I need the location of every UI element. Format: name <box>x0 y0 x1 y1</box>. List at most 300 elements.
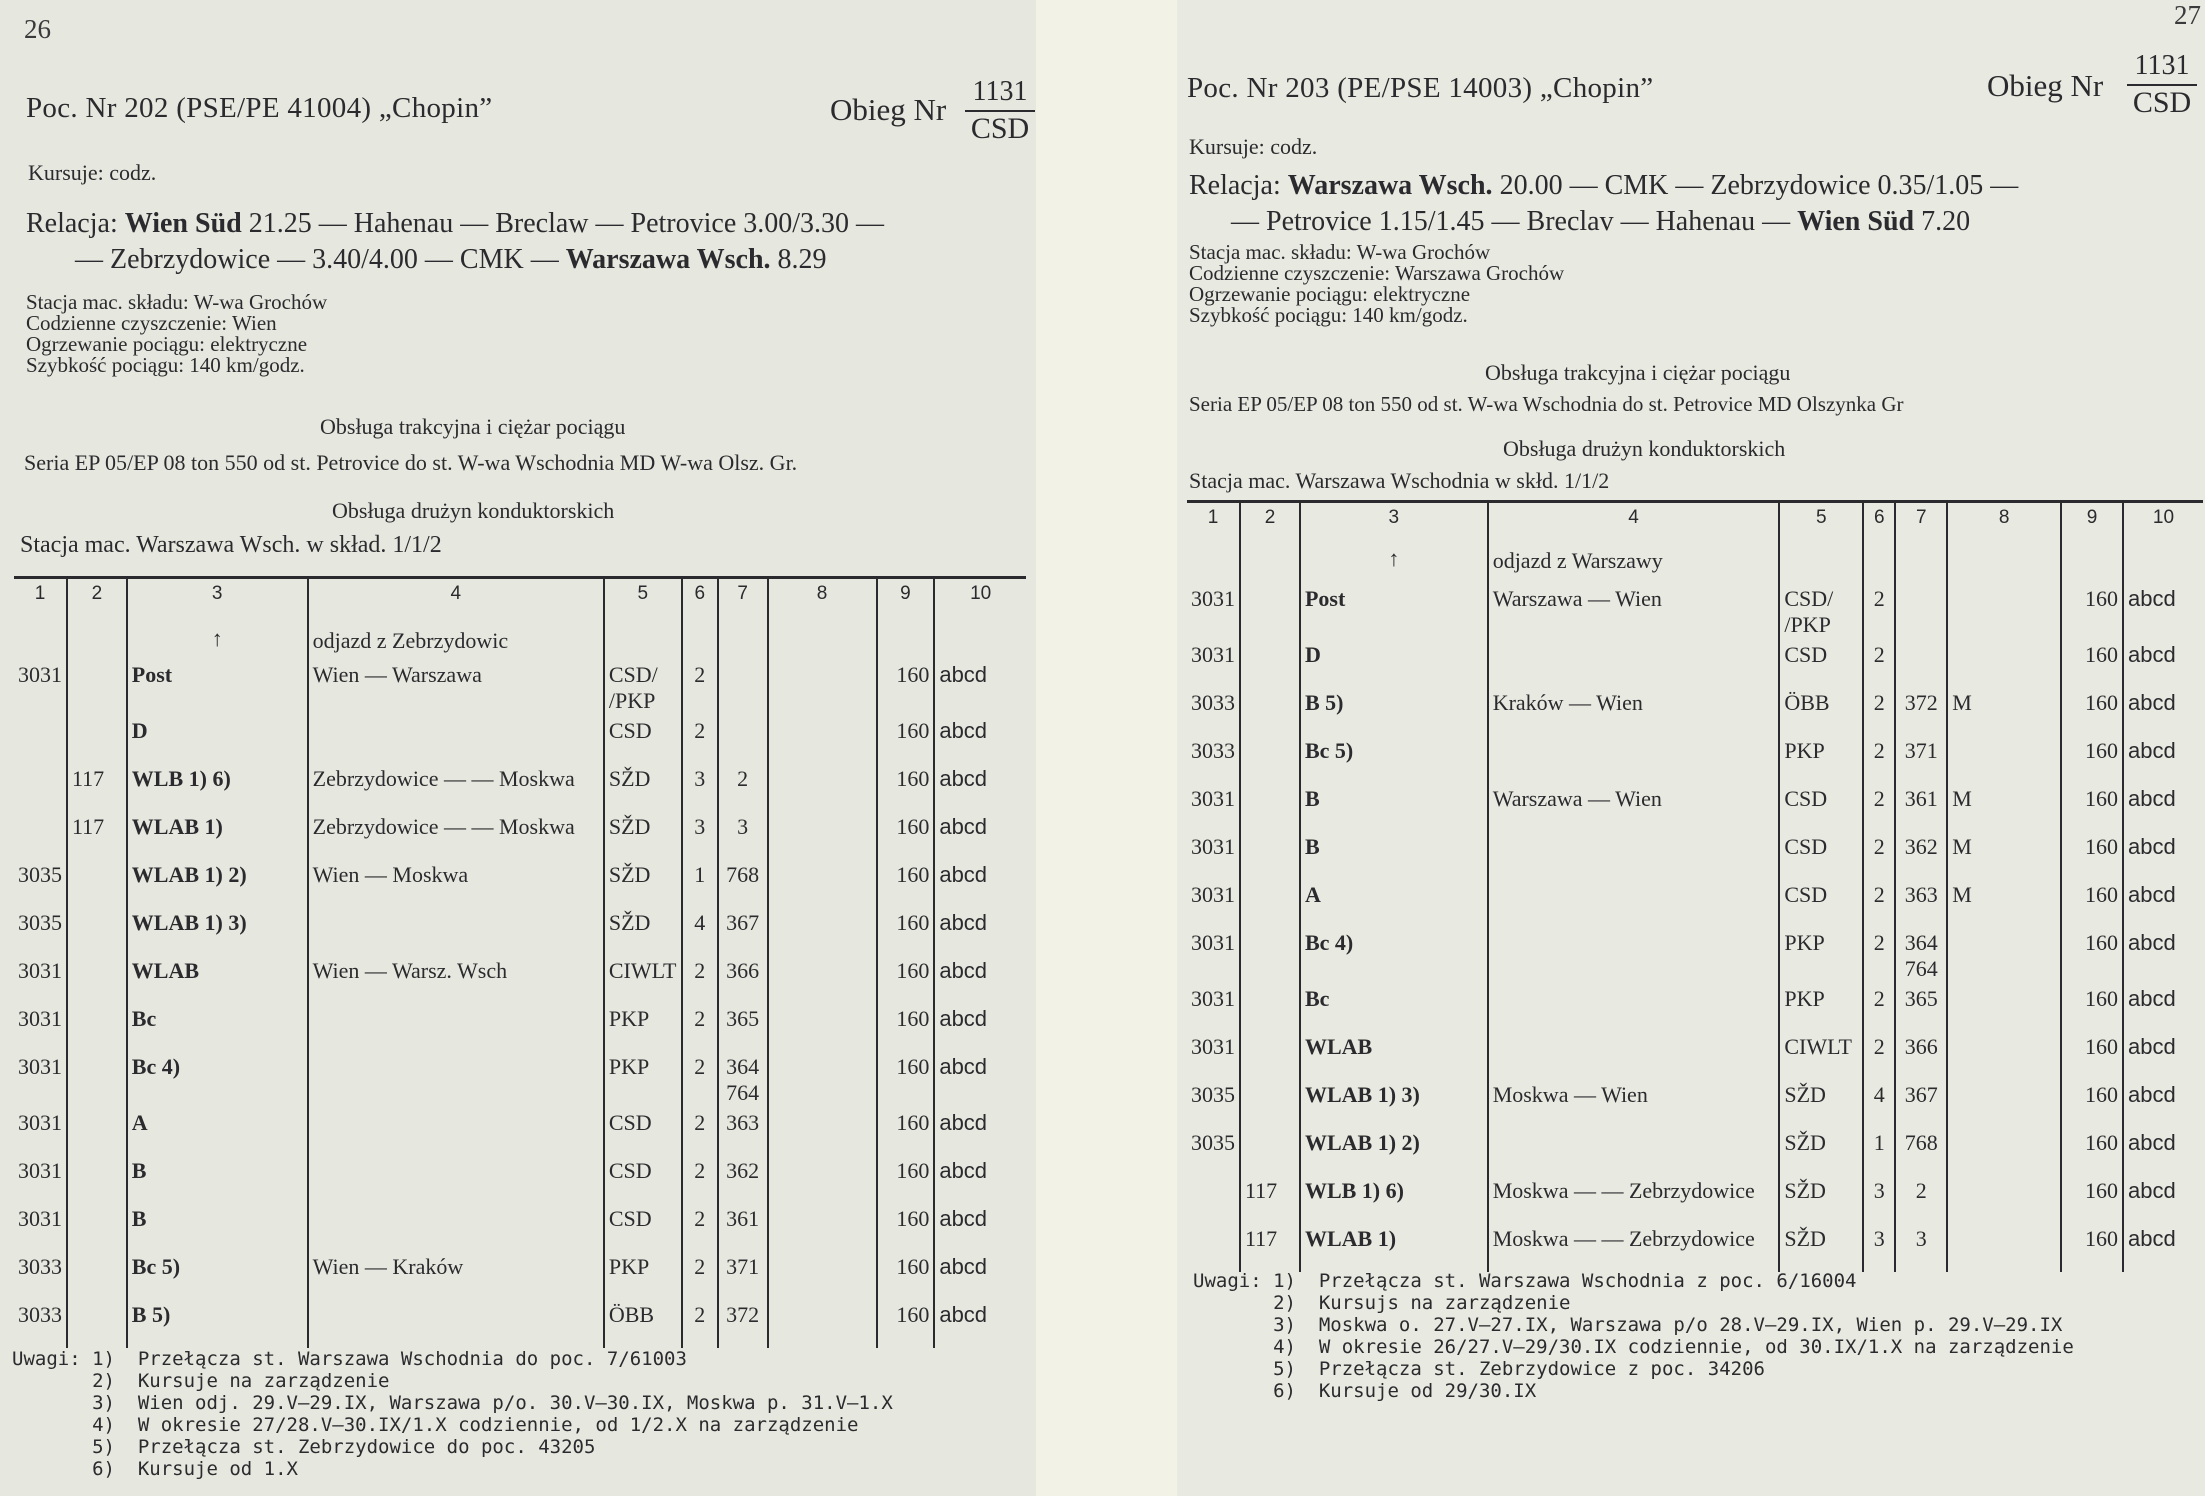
cell-col-5: PKP <box>604 1052 682 1108</box>
cell-col-1: 3035 <box>18 909 62 935</box>
cell-col-4 <box>1488 736 1780 784</box>
col-header: 8 <box>1947 502 2061 534</box>
cell-col-4 <box>1488 832 1780 880</box>
cell-col-7: 372 <box>1895 688 1947 736</box>
cell-col-10: abcd <box>2123 1080 2203 1128</box>
cell-col-10: abcd <box>934 860 1026 908</box>
cell-col-5: CSD/ /PKP <box>1779 584 1863 640</box>
cell-col-7: 371 <box>718 1252 768 1300</box>
table-row <box>1187 1176 2203 1224</box>
cell-col-1: 3031 <box>18 1005 62 1031</box>
col-header: 6 <box>682 578 718 610</box>
note-line: 3) Wien odj. 29.V—29.IX, Warszawa p/o. 30.V—30.IX, Moskwa p. 31.V—1.X <box>12 1392 893 1414</box>
cell-col-1: 3031 <box>1191 929 1235 955</box>
consist-table <box>1187 500 2203 1272</box>
cell-col-1: 3031 <box>18 1205 62 1231</box>
cell-col-2: 117 <box>1240 1176 1300 1224</box>
table-row <box>14 1004 1026 1052</box>
cell-col-8 <box>768 764 877 812</box>
note-line: Uwagi: 1) Przełącza st. Warszawa Wschodnia do poc. 7/61003 <box>12 1348 687 1370</box>
consist-table <box>14 576 1026 1348</box>
col-header: 8 <box>768 578 877 610</box>
cell-col-7: 2 <box>718 764 768 812</box>
note-line: 2) Kursuje na zarządzenie <box>12 1370 390 1392</box>
cell-col-6: 2 <box>1863 984 1895 1032</box>
cell-col-10: abcd <box>934 1300 1026 1348</box>
cell-col-1: 3035 <box>1191 1081 1235 1107</box>
col-header: 4 <box>1488 502 1780 534</box>
cell-col-10: abcd <box>934 1252 1026 1300</box>
cell-col-7: 3 <box>1895 1224 1947 1272</box>
cell-col-2 <box>67 660 127 716</box>
cell-col-7: 364 764 <box>718 1052 768 1108</box>
table-row <box>14 860 1026 908</box>
col-header: 7 <box>1895 502 1947 534</box>
cell-col-7: 372 <box>718 1300 768 1348</box>
cell-col-10: abcd <box>934 764 1026 812</box>
cell-col-2 <box>67 716 127 764</box>
note-line: 6) Kursuje od 1.X <box>12 1458 298 1480</box>
cell-col-9: 160 <box>877 860 935 908</box>
table-header <box>1187 502 2203 534</box>
cell-col-5: SŽD <box>1779 1176 1863 1224</box>
col-header: 2 <box>1240 502 1300 534</box>
cell-col-5: CIWLT <box>1779 1032 1863 1080</box>
cell-col-10: abcd <box>934 1156 1026 1204</box>
cell-col-3: B 5) <box>127 1300 308 1348</box>
cell-col-2: 117 <box>67 764 127 812</box>
cell-col-4: Warszawa — Wien <box>1488 784 1780 832</box>
cell-col-4 <box>1488 928 1780 984</box>
cell-col-9: 160 <box>877 716 935 764</box>
table-row <box>1187 736 2203 784</box>
cell-col-1: 3031 <box>1191 785 1235 811</box>
cell-col-6: 2 <box>682 1052 718 1108</box>
start-row <box>14 610 1026 660</box>
cell-col-4 <box>308 1052 604 1108</box>
cell-col-3: WLAB 1) 3) <box>127 908 308 956</box>
right-page <box>1177 0 2205 1496</box>
cell-col-2 <box>1240 784 1300 832</box>
up-arrow-icon: ↑ <box>1300 534 1488 584</box>
cell-col-7: 3 <box>718 812 768 860</box>
cell-col-2: 117 <box>67 812 127 860</box>
cell-col-9: 160 <box>2061 784 2123 832</box>
info-line: Ogrzewanie pociągu: elektryczne <box>26 332 308 356</box>
cell-col-4: Wien — Warszawa <box>308 660 604 716</box>
seria-line: Seria EP 05/EP 08 ton 550 od st. W-wa Wschodnia do st. Petrovice MD Olszynka Gr <box>1189 392 1904 416</box>
cell-col-8 <box>1947 984 2061 1032</box>
cell-col-1: 3031 <box>18 957 62 983</box>
col-header: 10 <box>2123 502 2203 534</box>
cell-col-8 <box>768 1252 877 1300</box>
table-row <box>1187 1032 2203 1080</box>
cell-col-3: WLAB 1) <box>1300 1224 1488 1272</box>
cell-col-4 <box>308 1108 604 1156</box>
cell-col-6: 3 <box>682 764 718 812</box>
cell-col-7 <box>718 716 768 764</box>
info-block <box>26 292 327 376</box>
note-line: 2) Kursujs na zarządzenie <box>1193 1292 1571 1314</box>
note-line: 4) W okresie 26/27.V—29/30.IX codziennie, od 30.IX/1.X na zarządzenie <box>1193 1336 2074 1358</box>
cell-col-4 <box>308 1004 604 1052</box>
cell-col-4 <box>308 1300 604 1348</box>
cell-col-8 <box>1947 1032 2061 1080</box>
cell-col-10: abcd <box>2123 1032 2203 1080</box>
table-row <box>1187 1080 2203 1128</box>
cell-col-8: M <box>1947 880 2061 928</box>
relacja <box>1189 168 2199 240</box>
cell-col-4 <box>1488 1032 1780 1080</box>
cell-col-10: abcd <box>2123 1224 2203 1272</box>
relacja-label: Relacja: <box>26 208 118 239</box>
cell-col-8 <box>1947 640 2061 688</box>
cell-col-3: WLAB <box>127 956 308 1004</box>
cell-col-1: 3035 <box>1191 1129 1235 1155</box>
table-row <box>14 764 1026 812</box>
cell-col-5: PKP <box>1779 736 1863 784</box>
cell-col-9: 160 <box>877 1204 935 1252</box>
cell-col-6: 2 <box>1863 640 1895 688</box>
info-line: Ogrzewanie pociągu: elektryczne <box>1189 282 1471 306</box>
cell-col-8 <box>1947 1176 2061 1224</box>
cell-col-10: abcd <box>2123 984 2203 1032</box>
cell-col-10: abcd <box>934 1108 1026 1156</box>
cell-col-6: 2 <box>1863 688 1895 736</box>
cell-col-6: 3 <box>1863 1176 1895 1224</box>
note-line: 5) Przełącza st. Zebrzydowice do poc. 43205 <box>12 1436 596 1458</box>
info-line: Codzienne czyszczenie: Warszawa Grochów <box>1189 261 1565 285</box>
cell-col-2 <box>1240 736 1300 784</box>
cell-col-10: abcd <box>2123 880 2203 928</box>
cell-col-3: A <box>1300 880 1488 928</box>
cell-col-5: CSD <box>1779 832 1863 880</box>
cell-col-3: Post <box>1300 584 1488 640</box>
relacja-line2: — Petrovice 1.15/1.45 — Breclav — Hahenau — <box>1231 206 1798 237</box>
cell-col-3: Bc 4) <box>1300 928 1488 984</box>
cell-col-4 <box>1488 984 1780 1032</box>
cell-col-10: abcd <box>2123 928 2203 984</box>
cell-col-8 <box>768 1156 877 1204</box>
cell-col-9: 160 <box>877 1300 935 1348</box>
cell-col-2 <box>67 1156 127 1204</box>
cell-col-7: 364 764 <box>1895 928 1947 984</box>
cell-col-7: 361 <box>718 1204 768 1252</box>
cell-col-7: 365 <box>718 1004 768 1052</box>
cell-col-5: CSD <box>1779 640 1863 688</box>
cell-col-8 <box>768 812 877 860</box>
relacja <box>26 206 1036 278</box>
cell-col-5: SŽD <box>1779 1080 1863 1128</box>
cell-col-7: 361 <box>1895 784 1947 832</box>
cell-col-3: WLAB 1) 3) <box>1300 1080 1488 1128</box>
start-text: odjazd z Warszawy <box>1488 534 1780 584</box>
table-header <box>14 578 1026 610</box>
cell-col-7: 371 <box>1895 736 1947 784</box>
cell-col-10: abcd <box>934 1052 1026 1108</box>
cell-col-2 <box>1240 984 1300 1032</box>
table-row <box>14 1156 1026 1204</box>
kursuje: Kursuje: codz. <box>1189 134 1318 159</box>
table-row <box>1187 832 2203 880</box>
cell-col-1: 3033 <box>18 1301 62 1327</box>
col-header: 9 <box>2061 502 2123 534</box>
cell-col-5: SŽD <box>1779 1224 1863 1272</box>
cell-col-9: 160 <box>2061 984 2123 1032</box>
cell-col-5: PKP <box>1779 928 1863 984</box>
cell-col-6: 2 <box>682 716 718 764</box>
cell-col-6: 1 <box>682 860 718 908</box>
cell-col-2 <box>1240 1128 1300 1176</box>
cell-col-3: B <box>1300 784 1488 832</box>
cell-col-4: Moskwa — — Zebrzydowice <box>1488 1176 1780 1224</box>
cell-col-5: SŽD <box>604 860 682 908</box>
cell-col-3: Bc 4) <box>127 1052 308 1108</box>
cell-col-6: 2 <box>682 660 718 716</box>
seria-line: Seria EP 05/EP 08 ton 550 od st. Petrovice do st. W-wa Wschodnia MD W-wa Olsz. Gr. <box>24 450 798 475</box>
cell-col-1: 3031 <box>1191 1033 1235 1059</box>
cell-col-6: 2 <box>682 1004 718 1052</box>
cell-col-6: 2 <box>1863 832 1895 880</box>
start-text: odjazd z Zebrzydowic <box>308 610 604 660</box>
cell-col-4: Wien — Warsz. Wsch <box>308 956 604 1004</box>
cell-col-5: CSD <box>604 1156 682 1204</box>
cell-col-9: 160 <box>2061 736 2123 784</box>
obieg-number: 1131 <box>2127 50 2197 86</box>
cell-col-3: B <box>127 1156 308 1204</box>
note-line: 4) W okresie 27/28.V—30.IX/1.X codziennie, od 1/2.X na zarządzenie <box>12 1414 859 1436</box>
uwagi-notes <box>12 1348 893 1480</box>
obieg-denominator: CSD <box>970 112 1030 145</box>
cell-col-3: Bc 5) <box>1300 736 1488 784</box>
cell-col-2 <box>67 908 127 956</box>
cell-col-2 <box>67 860 127 908</box>
cell-col-4: Zebrzydowice — — Moskwa <box>308 764 604 812</box>
info-line: Codzienne czyszczenie: Wien <box>26 311 277 335</box>
cell-col-6: 2 <box>682 1108 718 1156</box>
cell-col-8 <box>768 716 877 764</box>
cell-col-9: 160 <box>877 1252 935 1300</box>
cell-col-2 <box>1240 584 1300 640</box>
note-line: 3) Moskwa o. 27.V—27.IX, Warszawa p/o 28.V—29.IX, Wien p. 29.V—29.IX <box>1193 1314 2063 1336</box>
cell-col-5: PKP <box>604 1252 682 1300</box>
cell-col-6: 2 <box>682 1156 718 1204</box>
cell-col-3: D <box>1300 640 1488 688</box>
stacja-mac: Stacja mac. Warszawa Wsch. w skład. 1/1/2 <box>20 532 442 558</box>
train-title: Poc. Nr 203 (PE/PSE 14003) „Chopin” <box>1187 72 1654 104</box>
col-header: 1 <box>14 578 67 610</box>
info-line: Szybkość pociągu: 140 km/godz. <box>1189 303 1468 327</box>
cell-col-5: CSD <box>604 1108 682 1156</box>
cell-col-8 <box>768 1052 877 1108</box>
cell-col-6: 4 <box>1863 1080 1895 1128</box>
cell-col-3: Bc <box>127 1004 308 1052</box>
cell-col-1: 3031 <box>1191 833 1235 859</box>
cell-col-8 <box>768 1108 877 1156</box>
heading-trakcja: Obsługa trakcyjna i ciężar pociągu <box>320 414 626 439</box>
cell-col-6: 2 <box>1863 584 1895 640</box>
cell-col-4 <box>1488 640 1780 688</box>
cell-col-1: 3031 <box>18 1053 62 1079</box>
table-row <box>1187 928 2203 984</box>
cell-col-9: 160 <box>2061 1080 2123 1128</box>
obieg-denominator: CSD <box>2132 86 2192 119</box>
col-header: 4 <box>308 578 604 610</box>
cell-col-10: abcd <box>934 956 1026 1004</box>
cell-col-5: CIWLT <box>604 956 682 1004</box>
cell-col-5: ÖBB <box>1779 688 1863 736</box>
cell-col-8 <box>768 1204 877 1252</box>
cell-col-3: B <box>1300 832 1488 880</box>
heading-trakcja: Obsługa trakcyjna i ciężar pociągu <box>1485 360 1791 385</box>
cell-col-1: 3035 <box>18 861 62 887</box>
cell-col-9: 160 <box>2061 1176 2123 1224</box>
left-page <box>0 0 1036 1496</box>
table-row <box>14 1204 1026 1252</box>
cell-col-2 <box>1240 928 1300 984</box>
cell-col-1 <box>14 812 67 860</box>
note-line: 5) Przełącza st. Zebrzydowice z poc. 34206 <box>1193 1358 1765 1380</box>
cell-col-8 <box>768 908 877 956</box>
cell-col-8: M <box>1947 784 2061 832</box>
cell-col-8: M <box>1947 832 2061 880</box>
cell-col-6: 2 <box>682 1252 718 1300</box>
cell-col-3: B <box>127 1204 308 1252</box>
cell-col-9: 160 <box>2061 1128 2123 1176</box>
note-line: 6) Kursuje od 29/30.IX <box>1193 1380 1537 1402</box>
cell-col-9: 160 <box>2061 832 2123 880</box>
cell-col-5: CSD <box>1779 880 1863 928</box>
cell-col-6: 3 <box>682 812 718 860</box>
col-header: 3 <box>127 578 308 610</box>
relacja-line1: 20.00 — CMK — Zebrzydowice 0.35/1.05 — <box>1492 170 2019 201</box>
cell-col-9: 160 <box>877 660 935 716</box>
cell-col-1: 3033 <box>1191 689 1235 715</box>
cell-col-7: 365 <box>1895 984 1947 1032</box>
note-line: Uwagi: 1) Przełącza st. Warszawa Wschodnia z poc. 6/16004 <box>1193 1270 1857 1292</box>
table-row <box>14 1252 1026 1300</box>
cell-col-9: 160 <box>877 908 935 956</box>
col-header: 7 <box>718 578 768 610</box>
table-row <box>14 1108 1026 1156</box>
book-gutter <box>1036 0 1177 1496</box>
cell-col-7 <box>718 660 768 716</box>
cell-col-8: M <box>1947 688 2061 736</box>
cell-col-7 <box>1895 640 1947 688</box>
cell-col-1 <box>1187 1224 1240 1272</box>
cell-col-6: 2 <box>1863 784 1895 832</box>
table-row <box>14 716 1026 764</box>
cell-col-9: 160 <box>2061 640 2123 688</box>
cell-col-7 <box>1895 584 1947 640</box>
cell-col-1: 3031 <box>18 1157 62 1183</box>
table-row <box>1187 1224 2203 1272</box>
col-header: 2 <box>67 578 127 610</box>
cell-col-2 <box>67 1004 127 1052</box>
cell-col-5: SŽD <box>604 812 682 860</box>
obieg-label: Obieg Nr <box>1987 68 2104 103</box>
cell-col-6: 2 <box>1863 880 1895 928</box>
relacja-line2: — Zebrzydowice — 3.40/4.00 — CMK — <box>75 244 566 275</box>
relacja-origin: Warszawa Wsch. <box>1287 170 1493 201</box>
col-header: 3 <box>1300 502 1488 534</box>
cell-col-9: 160 <box>2061 928 2123 984</box>
cell-col-4: Zebrzydowice — — Moskwa <box>308 812 604 860</box>
table-row <box>1187 984 2203 1032</box>
cell-col-10: abcd <box>2123 784 2203 832</box>
cell-col-5: SŽD <box>1779 1128 1863 1176</box>
cell-col-9: 160 <box>877 812 935 860</box>
cell-col-7: 362 <box>718 1156 768 1204</box>
cell-col-2 <box>1240 1080 1300 1128</box>
cell-col-1: 3031 <box>18 661 62 687</box>
table-row <box>1187 640 2203 688</box>
cell-col-8 <box>1947 1224 2061 1272</box>
cell-col-10: abcd <box>934 660 1026 716</box>
cell-col-7: 363 <box>1895 880 1947 928</box>
cell-col-1: 3031 <box>1191 641 1235 667</box>
cell-col-1 <box>14 716 67 764</box>
obieg-fraction <box>2127 50 2197 120</box>
cell-col-9: 160 <box>2061 1224 2123 1272</box>
cell-col-5: SŽD <box>604 908 682 956</box>
cell-col-4 <box>308 908 604 956</box>
cell-col-7: 362 <box>1895 832 1947 880</box>
table-row <box>1187 1128 2203 1176</box>
cell-col-8 <box>768 1004 877 1052</box>
cell-col-7: 366 <box>1895 1032 1947 1080</box>
cell-col-3: WLAB 1) 2) <box>127 860 308 908</box>
cell-col-10: abcd <box>2123 584 2203 640</box>
relacja-destination: Wien Süd <box>1797 206 1915 237</box>
cell-col-5: CSD/ /PKP <box>604 660 682 716</box>
table-row <box>1187 880 2203 928</box>
cell-col-8 <box>1947 928 2061 984</box>
table-row <box>14 1052 1026 1108</box>
cell-col-9: 160 <box>2061 1032 2123 1080</box>
cell-col-9: 160 <box>877 1108 935 1156</box>
relacja-destination: Warszawa Wsch. <box>565 244 771 275</box>
cell-col-8 <box>768 660 877 716</box>
table-row <box>14 956 1026 1004</box>
cell-col-6: 3 <box>1863 1224 1895 1272</box>
cell-col-7: 2 <box>1895 1176 1947 1224</box>
cell-col-10: abcd <box>2123 1176 2203 1224</box>
cell-col-9: 160 <box>2061 688 2123 736</box>
cell-col-2 <box>67 1252 127 1300</box>
info-line: Stacja mac. składu: W-wa Grochów <box>26 290 328 314</box>
page-number: 26 <box>24 14 51 44</box>
uwagi-notes <box>1193 1270 2074 1402</box>
obieg-fraction <box>965 76 1035 146</box>
cell-col-2 <box>1240 832 1300 880</box>
start-row <box>1187 534 2203 584</box>
cell-col-3: B 5) <box>1300 688 1488 736</box>
cell-col-2 <box>1240 688 1300 736</box>
cell-col-6: 1 <box>1863 1128 1895 1176</box>
cell-col-4 <box>1488 880 1780 928</box>
cell-col-1: 3031 <box>18 1109 62 1135</box>
cell-col-9: 160 <box>877 1052 935 1108</box>
table-row <box>1187 784 2203 832</box>
cell-col-1: 3031 <box>1191 881 1235 907</box>
cell-col-7: 768 <box>718 860 768 908</box>
cell-col-4 <box>308 1204 604 1252</box>
heading-druzyny: Obsługa drużyn konduktorskich <box>332 498 615 523</box>
cell-col-10: abcd <box>2123 640 2203 688</box>
cell-col-6: 2 <box>1863 736 1895 784</box>
relacja-line1: 21.25 — Hahenau — Breclaw — Petrovice 3.00/3.30 — <box>241 208 885 239</box>
